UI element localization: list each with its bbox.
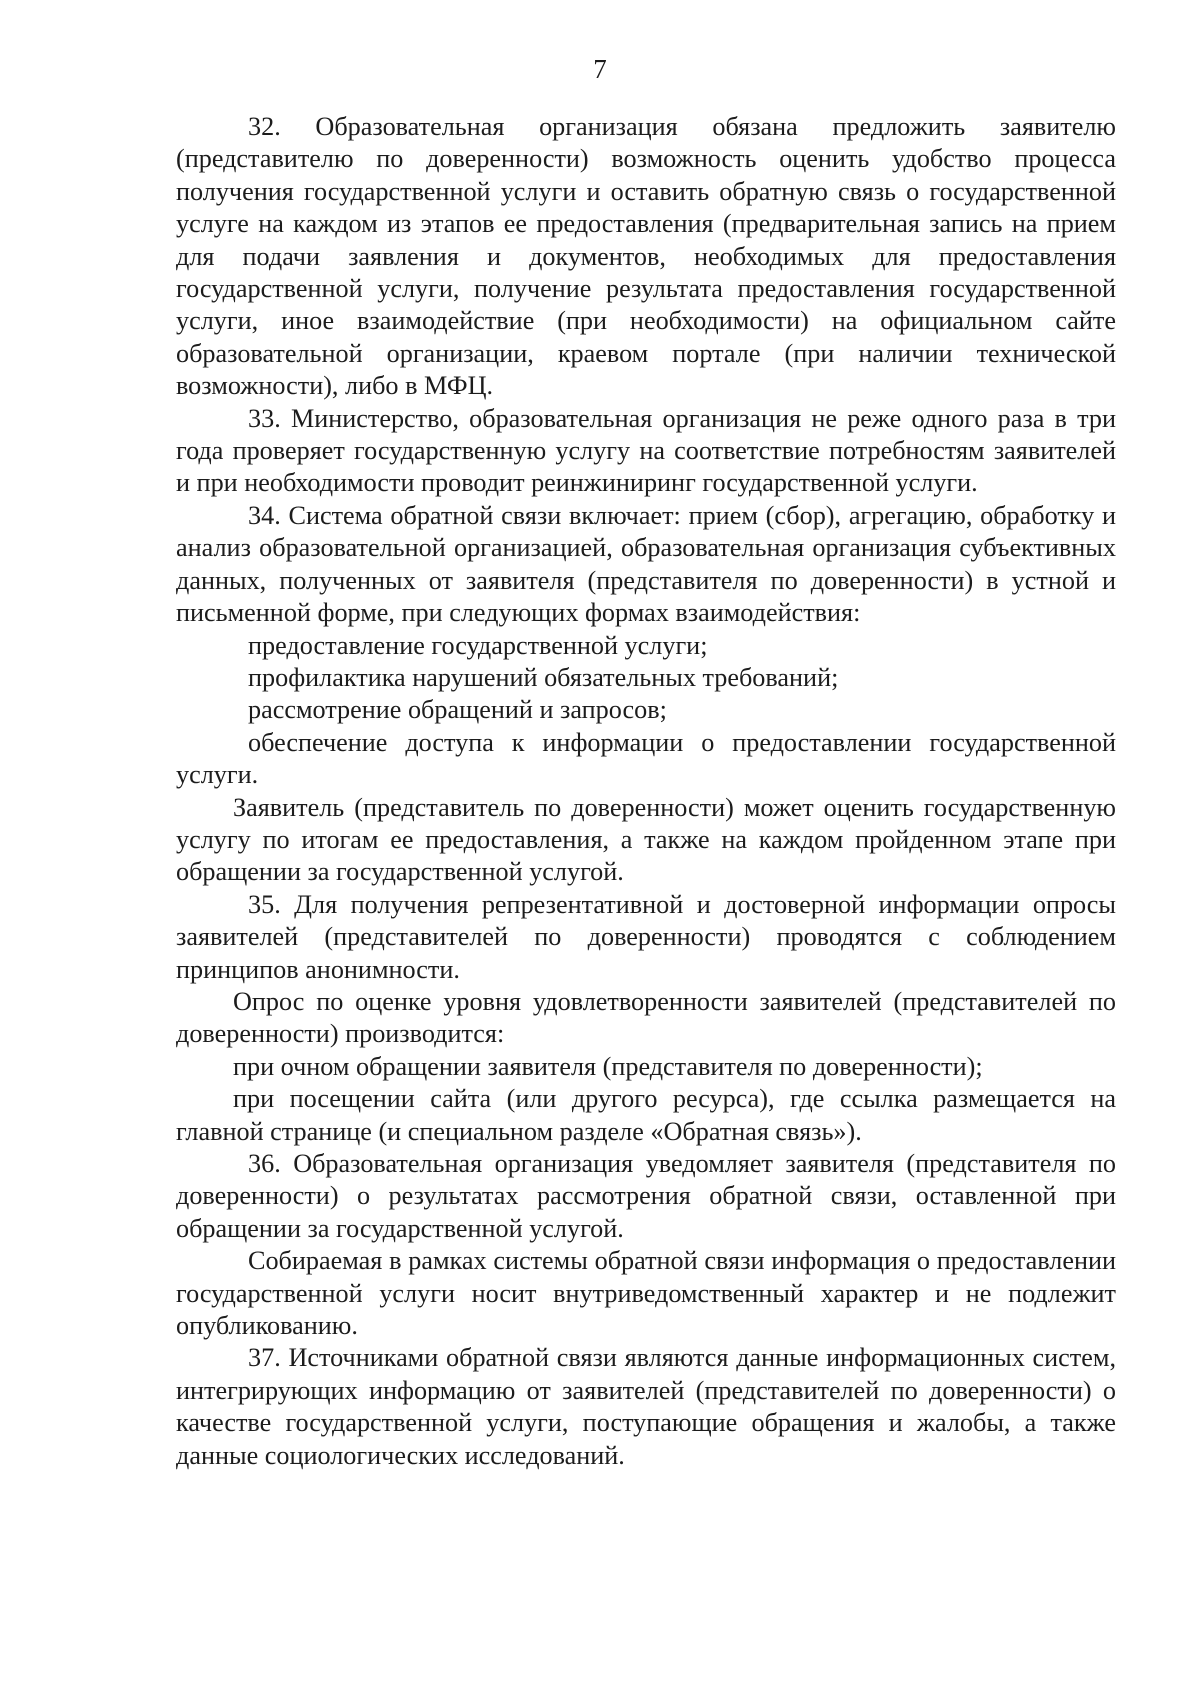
- paragraph-35: 35. Для получения репрезентативной и достоверной информации опросы заявителей (представителей по доверенности) проводятся с соблюдением принципов анонимности.: [176, 889, 1116, 984]
- page-number: 7: [593, 54, 607, 84]
- paragraph-37: 37. Источниками обратной связи являются данные информационных систем, интегрирующих информацию от заявителей (представителей по доверенности) о качестве государственной услуги, поступающие обращения и жалобы, а также данные социологических исследований.: [176, 1343, 1116, 1470]
- paragraph-34: 34. Система обратной связи включает: прием (сбор), агрегацию, обработку и анализ образовательной организацией, образовательная организация субъективных данных, полученных от заявителя (представителя по доверенности) в устной и письменной форме, при следующих формах взаимодействия:: [176, 500, 1116, 628]
- list-item: при посещении сайта (или другого ресурса), где ссылка размещается на главной странице (и специальном разделе «Обратная связь»).: [176, 1084, 1116, 1146]
- paragraph-33: 33. Министерство, образовательная организация не реже одного раза в три года проверяет государственную услугу на соответствие потребностям заявителей и при необходимости проводит реинжиниринг государственной услуги.: [176, 403, 1116, 498]
- list-item: профилактика нарушений обязательных требований;: [248, 662, 839, 692]
- list-item: обеспечение доступа к информации о предоставлении государственной услуги.: [176, 727, 1116, 790]
- paragraph-32: 32. Образовательная организация обязана предложить заявителю (представителю по доверенности) возможность оценить удобство процесса получения государственной услуги и оставить обратную связь о государственной услуге на каждом из этапов ее предоставления (предварительная запись на прием для подачи заявления и документов, необходимых для предоставления государственной услуги, получение результата предоставления государственной услуги, иное взаимодействие (при необходимости) на официальном сайте образовательной организации, краевом портале (при наличии технической возможности), либо в МФЦ.: [176, 112, 1116, 401]
- paragraph: Заявитель (представитель по доверенности) может оценить государственную услугу по итогам ее предоставления, а также на каждом пройденном этапе при обращении за государственной услугой.: [176, 792, 1116, 887]
- paragraph: Опрос по оценке уровня удовлетворенности заявителей (представителей по доверенности) производится:: [176, 986, 1116, 1049]
- paragraph: Собираемая в рамках системы обратной связи информация о предоставлении государственной услуги носит внутриведомственный характер и не подлежит опубликованию.: [176, 1246, 1116, 1341]
- list-item: рассмотрение обращений и запросов;: [248, 695, 667, 725]
- document-body: [176, 111, 1116, 1472]
- list-item: предоставление государственной услуги;: [248, 630, 708, 660]
- paragraph-36: 36. Образовательная организация уведомляет заявителя (представителя по доверенности) о результатах рассмотрения обратной связи, оставленной при обращении за государственной услугой.: [176, 1149, 1116, 1243]
- list-item: при очном обращении заявителя (представителя по доверенности);: [233, 1051, 983, 1081]
